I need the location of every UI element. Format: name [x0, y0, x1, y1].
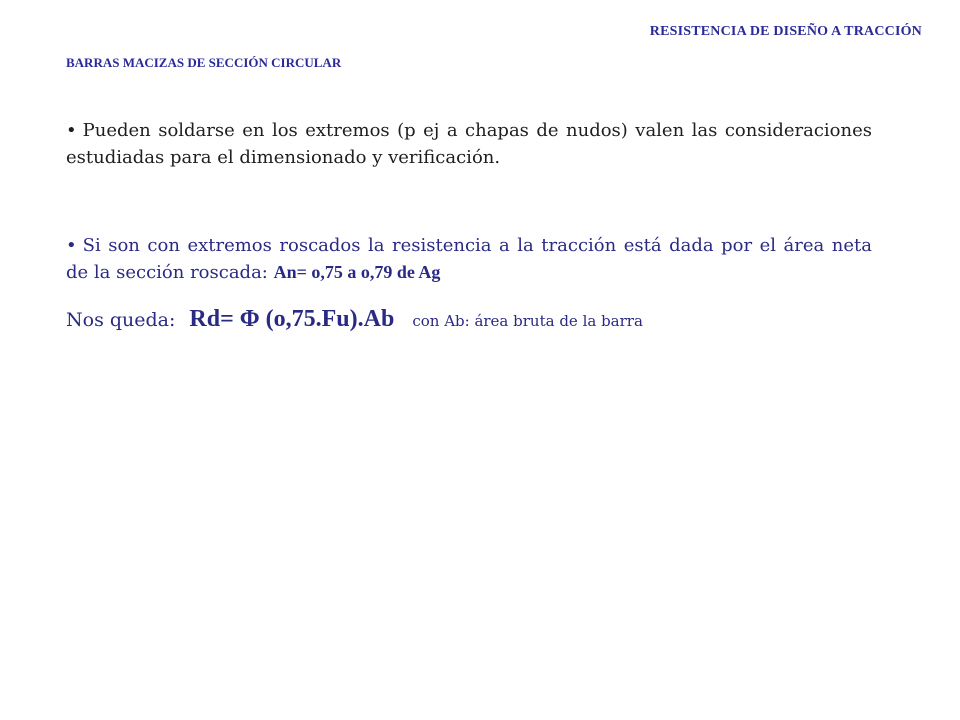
- section-title: BARRAS MACIZAS DE SECCIÓN CIRCULAR: [66, 55, 342, 70]
- result-line: [66, 306, 643, 333]
- bullet-marker: •: [66, 235, 77, 256]
- formula-note: con Ab: área bruta de la barra: [412, 312, 643, 330]
- result-label: Nos queda:: [66, 309, 176, 331]
- bullet-paragraph-welding: [66, 117, 872, 171]
- bullet-paragraph-threaded: [66, 232, 872, 286]
- bullet-text-welding: Pueden soldarse en los extremos (p ej a chapas de nudos) valen las consideraciones estudiadas para el dimensionado y verificación.: [66, 120, 872, 168]
- net-area-expression: An= o,75 a o,79 de Ag: [273, 262, 441, 282]
- bullet-marker: •: [66, 120, 77, 141]
- bullet-text-threaded: Si son con extremos roscados la resistencia a la tracción está dada por el área neta de la sección roscada:: [66, 235, 872, 283]
- slide-header-title: RESISTENCIA DE DISEÑO A TRACCIÓN: [649, 24, 922, 39]
- design-resistance-formula: Rd= Φ (o,75.Fu).Ab: [189, 306, 395, 332]
